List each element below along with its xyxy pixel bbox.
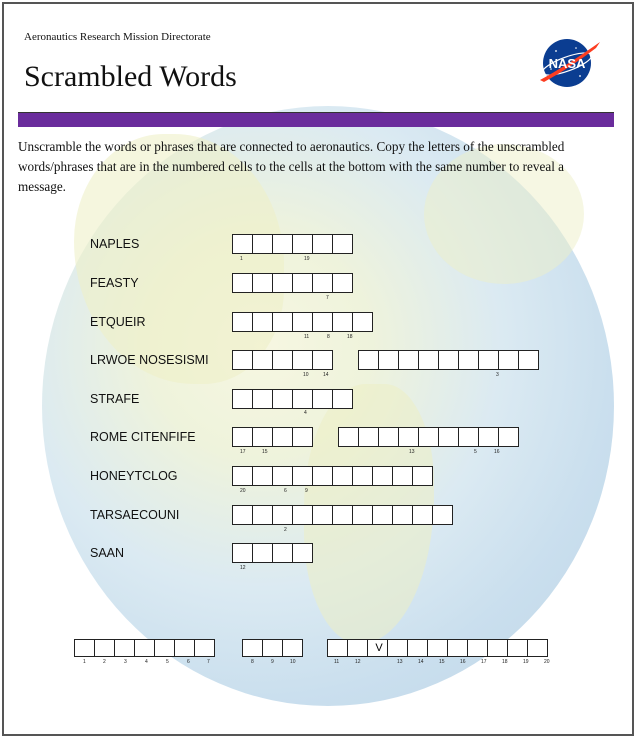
message-number: 13 xyxy=(397,659,403,665)
letter-cell[interactable] xyxy=(338,427,359,447)
message-cell[interactable] xyxy=(507,639,528,657)
message-number: 4 xyxy=(145,659,148,665)
letter-cell[interactable] xyxy=(232,312,253,332)
letter-cell[interactable] xyxy=(292,350,313,370)
message-number: 18 xyxy=(502,659,508,665)
cell-number: 15 xyxy=(262,449,268,455)
answer-boxes[interactable] xyxy=(232,389,352,409)
cell-number: 5 xyxy=(474,449,477,455)
letter-cell[interactable] xyxy=(518,350,539,370)
letter-cell[interactable] xyxy=(332,389,353,409)
cell-number: 1 xyxy=(240,256,243,262)
message-word-3[interactable] xyxy=(327,639,547,657)
letter-cell[interactable] xyxy=(332,505,353,525)
letter-cell[interactable] xyxy=(292,427,313,447)
letter-cell[interactable] xyxy=(312,466,333,486)
nasa-logo-icon xyxy=(536,36,602,90)
letter-cell[interactable] xyxy=(332,312,353,332)
letter-cell[interactable] xyxy=(292,466,313,486)
letter-cell[interactable] xyxy=(378,350,399,370)
letter-cell[interactable] xyxy=(312,312,333,332)
cell-number: 3 xyxy=(496,372,499,378)
letter-cell[interactable] xyxy=(252,273,273,293)
message-number: 8 xyxy=(251,659,254,665)
letter-cell[interactable] xyxy=(252,234,273,254)
letter-cell[interactable] xyxy=(412,466,433,486)
message-cell[interactable] xyxy=(94,639,115,657)
message-number: 15 xyxy=(439,659,445,665)
letter-cell[interactable] xyxy=(312,505,333,525)
letter-cell[interactable] xyxy=(252,427,273,447)
letter-cell[interactable] xyxy=(272,273,293,293)
letter-cell[interactable] xyxy=(352,466,373,486)
letter-cell[interactable] xyxy=(252,505,273,525)
letter-cell[interactable] xyxy=(272,427,293,447)
letter-cell[interactable] xyxy=(232,234,253,254)
letter-cell[interactable] xyxy=(478,427,499,447)
letter-cell[interactable] xyxy=(292,273,313,293)
letter-cell[interactable] xyxy=(372,466,393,486)
message-cell[interactable] xyxy=(527,639,548,657)
letter-cell[interactable] xyxy=(498,427,519,447)
message-word-2[interactable] xyxy=(242,639,302,657)
scramble-word: LRWOE NOSESISMI xyxy=(90,353,209,367)
cell-number: 11 xyxy=(304,334,310,340)
letter-cell[interactable] xyxy=(438,350,459,370)
letter-cell[interactable] xyxy=(252,350,273,370)
letter-cell[interactable] xyxy=(292,505,313,525)
scramble-word: STRAFE xyxy=(90,392,140,406)
message-cell[interactable] xyxy=(487,639,508,657)
letter-cell[interactable] xyxy=(398,350,419,370)
scramble-word: ETQUEIR xyxy=(90,315,146,329)
scramble-word: NAPLES xyxy=(90,237,140,251)
letter-cell[interactable] xyxy=(232,466,253,486)
letter-cell[interactable] xyxy=(352,312,373,332)
letter-cell[interactable] xyxy=(412,505,433,525)
scramble-word: HONEYTCLOG xyxy=(90,469,178,483)
scramble-word: ROME CITENFIFE xyxy=(90,430,196,444)
answer-boxes[interactable] xyxy=(338,427,518,447)
letter-cell[interactable] xyxy=(272,350,293,370)
cell-number: 18 xyxy=(347,334,353,340)
cell-number: 17 xyxy=(240,449,246,455)
message-number: 7 xyxy=(207,659,210,665)
letter-cell[interactable] xyxy=(418,350,439,370)
message-number: 10 xyxy=(290,659,296,665)
cell-number: 14 xyxy=(323,372,329,378)
message-word-1[interactable] xyxy=(74,639,214,657)
cell-number: 12 xyxy=(240,565,246,571)
letter-cell[interactable] xyxy=(252,543,273,563)
cell-number: 10 xyxy=(303,372,309,378)
message-cell[interactable] xyxy=(387,639,408,657)
letter-cell[interactable] xyxy=(438,427,459,447)
message-cell[interactable] xyxy=(427,639,448,657)
cell-number: 20 xyxy=(240,488,246,494)
letter-cell[interactable] xyxy=(312,350,333,370)
letter-cell[interactable] xyxy=(292,312,313,332)
given-letter: V xyxy=(375,642,383,654)
letter-cell[interactable] xyxy=(232,350,253,370)
message-cell[interactable] xyxy=(282,639,303,657)
letter-cell[interactable] xyxy=(232,273,253,293)
letter-cell[interactable] xyxy=(498,350,519,370)
message-number: 9 xyxy=(271,659,274,665)
answer-boxes[interactable] xyxy=(232,466,432,486)
scramble-word: TARSAECOUNI xyxy=(90,508,180,522)
letter-cell[interactable] xyxy=(252,466,273,486)
letter-cell[interactable] xyxy=(232,543,253,563)
letter-cell[interactable] xyxy=(312,234,333,254)
message-number: 16 xyxy=(460,659,466,665)
letter-cell[interactable] xyxy=(292,234,313,254)
message-number: 2 xyxy=(103,659,106,665)
answer-boxes[interactable] xyxy=(232,312,372,332)
message-cell[interactable] xyxy=(262,639,283,657)
message-number: 17 xyxy=(481,659,487,665)
letter-cell[interactable] xyxy=(458,350,479,370)
message-cell[interactable] xyxy=(154,639,175,657)
letter-cell[interactable] xyxy=(232,427,253,447)
letter-cell[interactable] xyxy=(292,543,313,563)
letter-cell[interactable] xyxy=(272,466,293,486)
message-number: 14 xyxy=(418,659,424,665)
message-number: 11 xyxy=(334,659,340,665)
message-cell[interactable] xyxy=(114,639,135,657)
message-number: 19 xyxy=(523,659,529,665)
cell-number: 4 xyxy=(304,410,307,416)
page-title: Scrambled Words xyxy=(24,60,237,93)
svg-text:NASA: NASA xyxy=(548,56,586,71)
letter-cell[interactable] xyxy=(418,427,439,447)
letter-cell[interactable] xyxy=(312,389,333,409)
scramble-word: FEASTY xyxy=(90,276,139,290)
instructions-text: Unscramble the words or phrases that are connected to aeronautics. Copy the letters of the unscrambled words/phrases that are in the numbered cells to the cells at the bottom with the same number to reveal a message. xyxy=(18,139,565,194)
message-cell[interactable] xyxy=(407,639,428,657)
letter-cell[interactable] xyxy=(392,466,413,486)
message-cell[interactable] xyxy=(74,639,95,657)
answer-boxes[interactable] xyxy=(358,350,538,370)
letter-cell[interactable] xyxy=(292,389,313,409)
answer-boxes[interactable] xyxy=(232,234,352,254)
letter-cell[interactable] xyxy=(332,466,353,486)
letter-cell[interactable] xyxy=(432,505,453,525)
letter-cell[interactable] xyxy=(332,234,353,254)
letter-cell[interactable] xyxy=(312,273,333,293)
letter-cell[interactable] xyxy=(252,312,273,332)
answer-boxes[interactable] xyxy=(232,427,312,447)
letter-cell[interactable] xyxy=(232,505,253,525)
message-cell[interactable] xyxy=(242,639,263,657)
letter-cell[interactable] xyxy=(232,389,253,409)
answer-boxes[interactable] xyxy=(232,273,352,293)
cell-number: 9 xyxy=(305,488,308,494)
cell-number: 13 xyxy=(409,449,415,455)
letter-cell[interactable] xyxy=(272,312,293,332)
letter-cell[interactable] xyxy=(272,543,293,563)
cell-number: 8 xyxy=(327,334,330,340)
cell-number: 6 xyxy=(284,488,287,494)
answer-boxes[interactable] xyxy=(232,350,332,370)
message-cell[interactable] xyxy=(447,639,468,657)
scramble-word: SAAN xyxy=(90,546,125,560)
message-number: 3 xyxy=(124,659,127,665)
directorate-name: Aeronautics Research Mission Directorate xyxy=(24,31,211,43)
cell-number: 2 xyxy=(284,527,287,533)
message-cell[interactable] xyxy=(327,639,348,657)
cell-number: 16 xyxy=(494,449,500,455)
message-number: 1 xyxy=(83,659,86,665)
message-cell[interactable] xyxy=(347,639,368,657)
message-number: 20 xyxy=(544,659,550,665)
header-divider-bar xyxy=(18,112,614,127)
message-cell[interactable] xyxy=(194,639,215,657)
message-number: 12 xyxy=(355,659,361,665)
letter-cell[interactable] xyxy=(352,505,373,525)
answer-boxes[interactable] xyxy=(232,543,312,563)
letter-cell[interactable] xyxy=(358,350,379,370)
message-cell[interactable] xyxy=(134,639,155,657)
letter-cell[interactable] xyxy=(272,389,293,409)
letter-cell[interactable] xyxy=(272,505,293,525)
letter-cell[interactable] xyxy=(358,427,379,447)
answer-boxes[interactable] xyxy=(232,505,452,525)
cell-number: 19 xyxy=(304,256,310,262)
letter-cell[interactable] xyxy=(272,234,293,254)
letter-cell[interactable] xyxy=(378,427,399,447)
letter-cell[interactable] xyxy=(398,427,419,447)
message-number: 6 xyxy=(187,659,190,665)
letter-cell[interactable] xyxy=(372,505,393,525)
letter-cell[interactable] xyxy=(392,505,413,525)
message-cell[interactable] xyxy=(174,639,195,657)
message-number: 5 xyxy=(166,659,169,665)
letter-cell[interactable] xyxy=(332,273,353,293)
message-cell[interactable] xyxy=(467,639,488,657)
letter-cell[interactable] xyxy=(252,389,273,409)
letter-cell[interactable] xyxy=(478,350,499,370)
letter-cell[interactable] xyxy=(458,427,479,447)
cell-number: 7 xyxy=(326,295,329,301)
